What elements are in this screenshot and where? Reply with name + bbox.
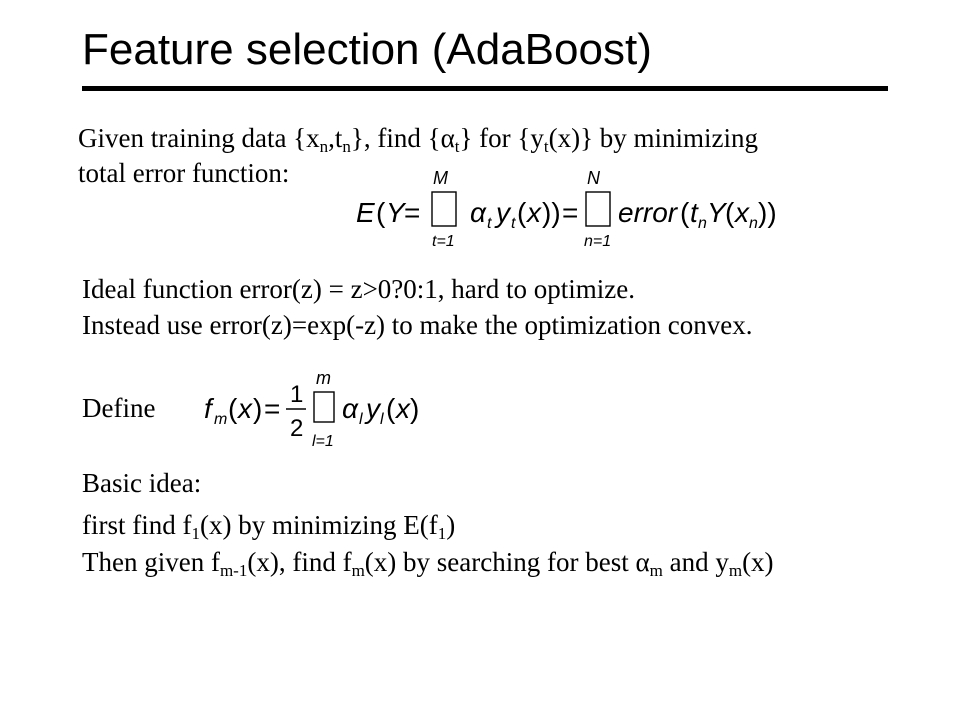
text: Given training data {x [78, 123, 320, 153]
eq-x: x [735, 197, 749, 228]
eq-close: )) [758, 197, 777, 228]
eq-alpha: α [470, 197, 486, 228]
eq-alpha-sub: t [487, 215, 492, 232]
frac-denominator: 2 [290, 415, 304, 442]
eq-equals: = [562, 197, 579, 228]
basic-idea-line-3 [82, 546, 774, 578]
def-open: ( [228, 393, 238, 424]
eq-equals: = [404, 197, 421, 228]
text: ,t [328, 123, 343, 153]
text: (x) by searching for best α [364, 547, 650, 577]
eq-Y: Y [386, 197, 405, 228]
summation-symbol [432, 192, 456, 226]
define-label: Define [82, 393, 156, 423]
sum-upper: N [587, 168, 600, 188]
def-x: x [238, 393, 252, 424]
def-y: y [366, 393, 380, 424]
total-error-equation [350, 164, 790, 254]
text: (x)} by minimizing [548, 123, 759, 153]
paragraph-line-1 [78, 122, 758, 154]
text: Then given f [82, 547, 220, 577]
sum-lower: l=1 [312, 433, 334, 450]
def-alpha-sub: l [359, 411, 363, 428]
subscript: n [342, 137, 351, 156]
subscript: 1 [191, 524, 200, 543]
def-equals: = [264, 393, 281, 424]
eq-close: )) [542, 197, 561, 228]
define-equation [198, 364, 428, 454]
def-y-sub: l [380, 411, 384, 428]
instead-line: Instead use error(z)=exp(-z) to make the optimization convex. [82, 310, 753, 340]
def-open: ( [386, 393, 396, 424]
eq-Y: Y [707, 197, 726, 228]
summation-symbol [586, 192, 610, 226]
def-alpha: α [342, 393, 358, 424]
basic-idea-line-2 [82, 509, 455, 541]
summation-symbol [314, 392, 334, 422]
subscript: m [351, 561, 365, 580]
text: (x) by minimizing E(f [199, 510, 438, 540]
text: first find f [82, 510, 192, 540]
subscript: 1 [437, 524, 447, 543]
eq-paren: ( [725, 197, 735, 228]
eq-t: t [690, 197, 698, 228]
ideal-function-line: Ideal function error(z) = z>0?0:1, hard to optimize. [82, 274, 635, 304]
eq-x: x [527, 197, 541, 228]
text: and y [662, 547, 729, 577]
title-underline [82, 86, 888, 91]
def-close: ) [410, 393, 420, 424]
subscript: m [728, 561, 743, 580]
def-close: ) [253, 393, 263, 424]
subscript: m [649, 561, 663, 580]
def-f-sub: m [214, 411, 228, 428]
text: } for {y [459, 123, 544, 153]
text: }, find {α [350, 123, 455, 153]
subscript: m-1 [219, 561, 248, 580]
eq-paren: ( [680, 197, 690, 228]
text: (x), find f [247, 547, 352, 577]
subscript: n [319, 137, 329, 156]
basic-idea-heading: Basic idea: [82, 468, 202, 498]
sum-upper: M [433, 168, 448, 188]
subscript: t [454, 137, 460, 156]
text: (x) [742, 547, 774, 577]
paragraph-line-2: total error function: [78, 158, 290, 188]
slide-title: Feature selection (AdaBoost) [82, 25, 652, 74]
subscript: t [543, 137, 549, 156]
eq-error: error [618, 197, 678, 228]
sum-lower: n=1 [584, 233, 612, 250]
eq-y-sub: t [511, 215, 516, 232]
def-f: f [204, 393, 212, 424]
def-x: x [396, 393, 410, 424]
sum-upper: m [316, 368, 331, 388]
eq-paren: ( [517, 197, 527, 228]
eq-E: E [356, 197, 375, 228]
eq-y: y [496, 197, 510, 228]
frac-numerator: 1 [290, 381, 304, 408]
eq-t-sub: n [698, 215, 707, 232]
eq-x-sub: n [749, 215, 758, 232]
eq-paren: ( [376, 197, 386, 228]
sum-lower: t=1 [432, 233, 455, 250]
text: ) [446, 510, 456, 540]
